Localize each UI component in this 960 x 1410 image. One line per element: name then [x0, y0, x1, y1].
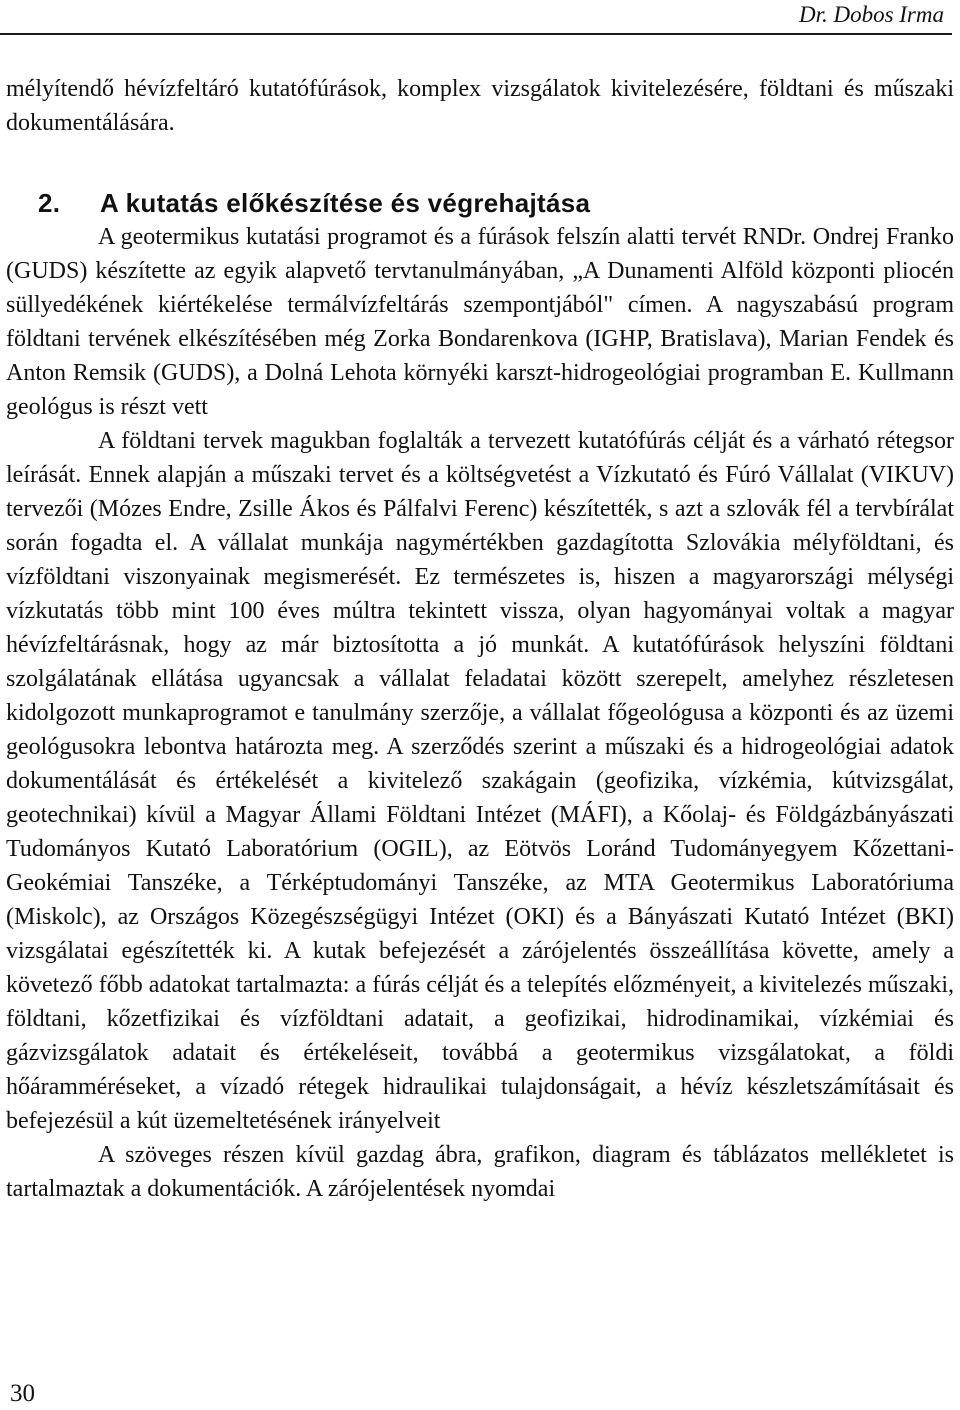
paragraph-3: A szöveges részen kívül gazdag ábra, grafikon, diagram és táblázatos mellékletet is tartalmaztak a dokumentációk. A zárójelentések nyomdai [6, 1142, 954, 1202]
section-heading [6, 186, 954, 220]
running-header-author: Dr. Dobos Irma [798, 2, 944, 27]
section-number: 2. [38, 188, 61, 218]
running-header [0, 0, 952, 35]
page-number: 30 [10, 1380, 35, 1407]
section-title: A kutatás előkészítése és végrehajtása [100, 188, 591, 218]
paragraph-2: A földtani tervek magukban foglalták a tervezett kutatófúrás célját és a várható rétegsor leírását. Ennek alapján a műszaki tervet és a költségvetést a Vízkutató és Fúró Vállalat (VIKUV) tervezői (Mózes Endre, Zsille Ákos és Pálfalvi Ferenc) készítették, s azt a szlovák fél a tervbírálat során fogadta el. A vállalat munkája nagymértékben gazdagította Szlovákia mélyföldtani, és vízföldtani viszonyainak megismerését. Ez természetes is, hiszen a magyarországi mélységi vízkutatás több mint 100 éves múltra tekintett vissza, olyan hagyományai voltak a magyar hévízfeltárásnak, hogy az már biztosította a jó munkát. A kutatófúrások helyszíni földtani szolgálatának ellátása ugyancsak a vállalat feladatai között szerepelt, amelyhez részletesen kidolgozott munkaprogramot e tanulmány szerzője, a vállalat főgeológusa a központi és az üzemi geológusokra lebontva határozta meg. A szerződés szerint a műszaki és a hidrogeológiai adatok dokumentálását és értékelését a kivitelező szakágain (geofizika, vízkémia, kútvizsgálat, geotechnikai) kívül a Magyar Állami Földtani Intézet (MÁFI), a Kőolaj- és Földgázbányászati Tudományos Kutató Laboratórium (OGIL), az Eötvös Loránd Tudományegyem Kőzettani-Geokémiai Tanszéke, a Térképtudományi Tanszéke, az MTA Geotermikus Laboratóriuma (Miskolc), az Országos Közegészségügyi Intézet (OKI) és a Bányászati Kutató Intézet (BKI) vizsgálatai egészítették ki. A kutak befejezését a zárójelentés összeállítása követte, amely a követező főbb adatokat tartalmazta: a fúrás célját és a telepítés előzményeit, a kivitelezés műszaki, földtani, kőzetfizikai és vízföldtani adatait, a geofizikai, hidrodinamikai, vízkémiai és gázvizsgálatok adatait és értékeléseit, továbbá a geotermikus vizsgálatokat, a földi hőáramméréseket, a vízadó rétegek hidraulikai tulajdonságait, a hévíz készletszámításait és befejezésül a kút üzemeltetésének irányelveit [6, 428, 954, 1134]
paragraph-1: A geotermikus kutatási programot és a fúrások felszín alatti tervét RNDr. Ondrej Franko (GUDS) készítette az egyik alapvető tervtanulmányában, „A Dunamenti Alföld központi pliocén süllyedékének kiértékelése termálvízfeltárás szempontjából" címen. A nagyszabású program földtani tervének elkészítésében még Zorka Bondarenkova (IGHP, Bratislava), Marian Fendek és Anton Remsik (GUDS), a Dolná Lehota környéki karszt-hidrogeológiai programban E. Kullmann geológus is részt vett [6, 224, 954, 420]
paragraph-intro: mélyítendő hévízfeltáró kutatófúrások, komplex vizsgálatok kivitelezésére, földtani és műszaki dokumentálására. [6, 76, 954, 136]
page-body [6, 72, 954, 1206]
